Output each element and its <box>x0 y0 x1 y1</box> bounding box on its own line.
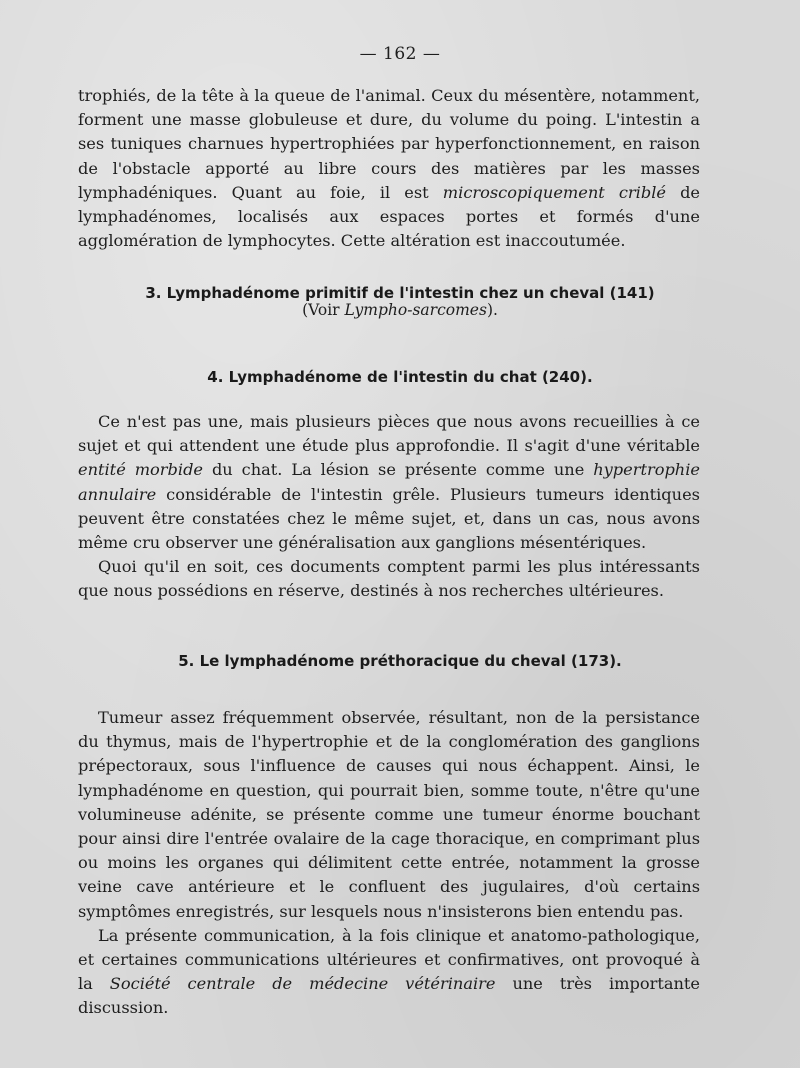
section-3-note <box>0 301 800 319</box>
section-4-heading: 4. Lymphadénome de l'intestin du chat (240). <box>207 368 593 386</box>
section-5-p2-text-1: La présente communication, à la fois clinique et anatomo-pathologique, et certaines communications ultérieures et confirmatives, ont provoqué à la <box>78 925 700 994</box>
section-4-paragraph-2: Quoi qu'il en soit, ces documents comptent parmi les plus intéressants que nous possédions en réserve, destinés à nos recherches ultérieures. <box>78 557 700 601</box>
section-4-p1-text-3: considérable de l'intestin grêle. Plusieurs tumeurs identiques peuvent être constatées chez le même sujet, et, dans un cas, nous avons même cru observer une généralisation aux ganglions mésentériques. <box>78 484 700 553</box>
section-3-note-prefix: (Voir <box>302 301 345 319</box>
intro-text-1: trophiés, de la tête à la queue de l'animal. Ceux du mésentère, notamment, forment une masse globuleuse et dure, du volume du poing. L'intestin a ses tuniques charnues hypertrophiées par hyperfonctionnement, en raison de l'obstacle apporté au libre cours des matières par les masses lymphadéniques. Quant au foie, il est <box>78 86 700 202</box>
section-5-paragraph-1: Tumeur assez fréquemment observée, résultant, non de la persistance du thymus, mais de l'hypertrophie et de la conglomération des ganglions prépectoraux, sous l'influence de causes qui nous échappent. Ainsi, le lymphadénome en question, qui pourrait bien, somme toute, n'être qu'une volumineuse adénite, se présente comme une tumeur énorme bouchant pour ainsi dire l'entrée ovalaire de la cage thoracique, en comprimant plus ou moins les organes qui délimitent cette entrée, notamment la grosse veine cave antérieure et le confluent des jugulaires, d'où certains symptômes enregistrés, sur lesquels nous n'insisterons bien entendu pas. <box>78 708 700 921</box>
section-3-note-italic: Lympho-sarcomes <box>344 301 487 319</box>
section-3-heading: 3. Lymphadénome primitif de l'intestin chez un cheval (141) <box>145 284 655 302</box>
section-4-p1-text-1: Ce n'est pas une, mais plusieurs pièces que nous avons recueillies à ce sujet et qui attendent une étude plus approfondie. Il s'agit d'une véritable <box>78 412 700 456</box>
section-5-p2-text-2: une très importante discussion. <box>78 974 700 1018</box>
section-4-body <box>78 410 700 604</box>
intro-paragraph <box>78 84 700 253</box>
section-5-p2-italic: Société centrale de médecine vétérinaire <box>109 974 496 994</box>
section-4-p1-italic-1: entité morbide <box>78 460 204 480</box>
intro-italic-1: microscopiquement criblé <box>442 182 666 202</box>
section-4-paragraph-1 <box>78 410 700 555</box>
section-3-note-suffix: ). <box>486 301 498 319</box>
section-5-paragraph-2 <box>78 924 700 1021</box>
section-5-heading: 5. Le lymphadénome préthoracique du cheval (173). <box>178 652 622 670</box>
section-5-body <box>78 706 700 1021</box>
section-4-p1-text-2: du chat. La lésion se présente comme une <box>203 460 594 480</box>
intro-text-2: de lymphadénomes, localisés aux espaces portes et formés d'une agglomération de lymphocytes. Cette altération est inaccoutumée. <box>78 182 701 251</box>
section-4-p1-italic-2: hypertrophie annulaire <box>78 460 700 504</box>
page-number: — 162 — <box>359 44 441 64</box>
